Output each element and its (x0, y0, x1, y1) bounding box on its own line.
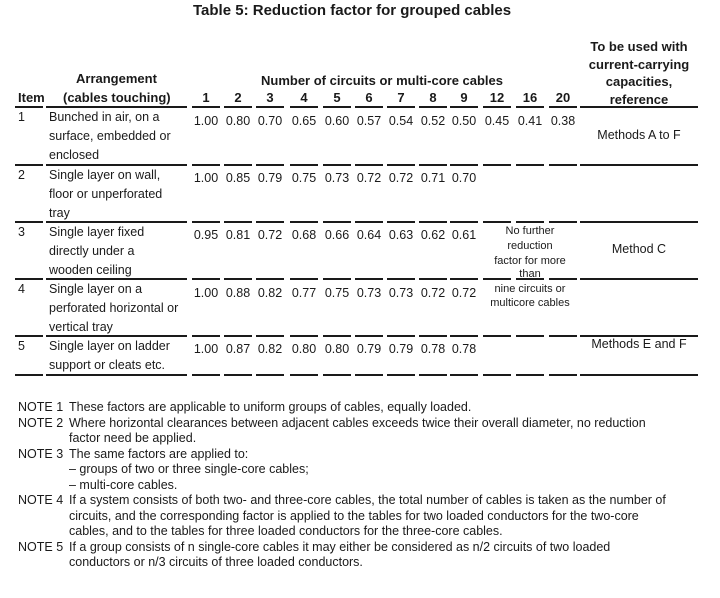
factor-value: 0.79 (257, 171, 283, 185)
note-text: circuits, and the corresponding factor is applied to the tables for two loaded conductors for the two-core (69, 508, 639, 523)
factor-value: 0.45 (484, 114, 510, 128)
arrangement-text: floor or unperforated (49, 187, 163, 201)
factor-value: 0.70 (257, 114, 283, 128)
row-divider-value (387, 335, 415, 337)
row-divider-value (419, 106, 447, 108)
factor-value: 0.70 (451, 171, 477, 185)
row-divider-arrangement (46, 106, 187, 108)
factor-value: 0.78 (451, 342, 477, 356)
arrangement-text: vertical tray (49, 320, 113, 334)
row-divider-value (549, 164, 577, 166)
column-header-5: 5 (333, 90, 341, 105)
no-further-line: nine circuits or (494, 283, 566, 295)
row-divider-arrangement (46, 374, 187, 376)
factor-value: 1.00 (193, 171, 219, 185)
note-text: Where horizontal clearances between adjacent cables exceeds twice their overall diameter, no reduction (69, 415, 646, 430)
row-divider-value (387, 374, 415, 376)
reference-method-c: Method C (611, 242, 667, 256)
row-divider-value (483, 164, 511, 166)
note-label: NOTE 4 (18, 493, 64, 507)
factor-value: 0.38 (550, 114, 576, 128)
factor-value: 0.75 (291, 171, 317, 185)
row-divider-value (387, 221, 415, 223)
row-divider-arrangement (46, 164, 187, 166)
row-divider-value (192, 106, 220, 108)
column-header-6: 6 (365, 90, 373, 105)
arrangement-text: directly under a (49, 244, 135, 258)
row-divider-value (387, 164, 415, 166)
item-number: 2 (18, 168, 25, 182)
factor-value: 1.00 (193, 286, 219, 300)
note-text: factor need be applied. (69, 431, 197, 445)
factor-value: 0.60 (324, 114, 350, 128)
row-divider-value (549, 106, 577, 108)
row-divider-value (419, 278, 447, 280)
factor-value: 1.00 (193, 342, 219, 356)
row-divider-value (450, 335, 478, 337)
row-divider-value (483, 221, 511, 223)
row-divider-value (323, 278, 351, 280)
column-header-4: 4 (300, 90, 308, 105)
factor-value: 0.66 (324, 228, 350, 242)
factor-value: 0.72 (257, 228, 283, 242)
factor-value: 0.57 (356, 114, 382, 128)
row-divider-value (256, 221, 284, 223)
row-divider-value (450, 374, 478, 376)
row-divider-value (290, 278, 318, 280)
row-divider-reference (580, 164, 698, 166)
no-further-line: factor for more (494, 255, 566, 267)
row-divider-value (224, 164, 252, 166)
reference-header-line: To be used with (590, 39, 688, 54)
row-divider-value (516, 335, 544, 337)
arrangement-text: Single layer fixed (49, 225, 145, 239)
column-header-2: 2 (234, 90, 242, 105)
arrangement-subheader: (cables touching) (63, 90, 171, 105)
row-divider-value (355, 335, 383, 337)
no-further-line: than (519, 268, 541, 280)
row-divider-value (483, 335, 511, 337)
factor-value: 0.80 (291, 342, 317, 356)
note-text: The same factors are applied to: (69, 446, 249, 461)
row-divider-item (15, 106, 43, 108)
factor-value: 0.78 (420, 342, 446, 356)
row-divider-value (549, 374, 577, 376)
note-text: conductors or n/3 circuits of three loaded conductors. (69, 555, 363, 569)
row-divider-arrangement (46, 278, 187, 280)
row-divider-value (224, 106, 252, 108)
reference-header-line: current-carrying (588, 56, 690, 72)
factor-value: 0.64 (356, 228, 382, 242)
row-divider-item (15, 164, 43, 166)
row-divider-value (290, 221, 318, 223)
reference-header-line: reference (609, 91, 669, 107)
column-header-12: 12 (489, 90, 505, 105)
row-divider-value (419, 335, 447, 337)
factor-value: 0.68 (291, 228, 317, 242)
row-divider-arrangement (46, 335, 187, 337)
arrangement-text: Single layer on wall, (49, 168, 161, 182)
row-divider-arrangement (46, 221, 187, 223)
row-divider-item (15, 374, 43, 376)
factor-value: 0.73 (388, 286, 414, 300)
note-label: NOTE 1 (18, 400, 64, 414)
item-header: Item (18, 90, 45, 105)
row-divider-value (323, 164, 351, 166)
row-divider-value (355, 221, 383, 223)
no-further-line: No further (505, 225, 555, 237)
factor-value: 0.79 (388, 342, 414, 356)
row-divider-value (192, 278, 220, 280)
note-label: NOTE 3 (18, 446, 64, 461)
item-number: 3 (18, 225, 25, 239)
row-divider-value (483, 374, 511, 376)
factor-value: 0.95 (193, 228, 219, 242)
factor-value: 0.80 (324, 342, 350, 356)
row-divider-value (516, 374, 544, 376)
row-divider-item (15, 335, 43, 337)
factor-value: 0.71 (420, 171, 446, 185)
row-divider-value (323, 335, 351, 337)
row-divider-reference (580, 106, 698, 108)
factor-value: 0.75 (324, 286, 350, 300)
factor-value: 0.81 (225, 228, 251, 242)
factor-value: 0.41 (517, 114, 543, 128)
row-divider-value (450, 278, 478, 280)
row-divider-value (355, 278, 383, 280)
row-divider-value (355, 106, 383, 108)
item-number: 1 (18, 110, 25, 124)
factor-value: 0.61 (451, 228, 477, 242)
row-divider-value (419, 374, 447, 376)
arrangement-text: Bunched in air, on a (49, 110, 160, 124)
row-divider-value (355, 374, 383, 376)
row-divider-value (256, 335, 284, 337)
factor-value: 0.82 (257, 342, 283, 356)
factor-value: 0.87 (225, 342, 251, 356)
row-divider-value (450, 164, 478, 166)
column-header-1: 1 (202, 90, 210, 105)
row-divider-value (516, 164, 544, 166)
factor-value: 0.77 (291, 286, 317, 300)
note-label: NOTE 2 (18, 415, 64, 430)
row-divider-value (450, 106, 478, 108)
arrangement-text: tray (49, 206, 70, 220)
row-divider-value (419, 221, 447, 223)
arrangement-text: wooden ceiling (49, 263, 132, 277)
factor-value: 0.73 (324, 171, 350, 185)
row-divider-value (450, 221, 478, 223)
row-divider-value (224, 335, 252, 337)
reference-methods-e-f: Methods E and F (591, 337, 687, 351)
no-further-line: reduction (507, 240, 553, 252)
factor-value: 0.65 (291, 114, 317, 128)
note-text: – groups of two or three single-core cables; (69, 462, 309, 476)
column-header-8: 8 (429, 90, 437, 105)
factor-value: 0.72 (420, 286, 446, 300)
row-divider-value (323, 374, 351, 376)
factor-value: 0.54 (388, 114, 414, 128)
column-header-9: 9 (460, 90, 468, 105)
factor-value: 0.50 (451, 114, 477, 128)
row-divider-value (290, 164, 318, 166)
factor-value: 0.88 (225, 286, 251, 300)
row-divider-value (387, 278, 415, 280)
row-divider-value (419, 164, 447, 166)
note-text: If a system consists of both two- and three-core cables, the total number of cables is taken as the number of (69, 493, 666, 507)
factor-value: 1.00 (193, 114, 219, 128)
row-divider-value (192, 164, 220, 166)
note-text: If a group consists of n single-core cables it may either be considered as n/2 circuits of two loaded (69, 539, 611, 554)
column-header-20: 20 (555, 90, 571, 105)
row-divider-value (256, 374, 284, 376)
arrangement-header: Arrangement (76, 71, 157, 86)
factor-value: 0.85 (225, 171, 251, 185)
column-header-16: 16 (522, 90, 538, 105)
note-label: NOTE 5 (18, 539, 64, 554)
table-title: Table 5: Reduction factor for grouped cables (193, 2, 512, 19)
column-header-7: 7 (397, 90, 405, 105)
arrangement-text: surface, embedded or (49, 129, 171, 143)
row-divider-value (483, 106, 511, 108)
row-divider-value (516, 221, 544, 223)
row-divider-value (516, 106, 544, 108)
row-divider-value (192, 221, 220, 223)
row-divider-value (549, 221, 577, 223)
row-divider-value (290, 106, 318, 108)
factor-value: 0.52 (420, 114, 446, 128)
row-divider-value (224, 278, 252, 280)
arrangement-text: Single layer on ladder (49, 339, 170, 353)
item-number: 4 (18, 282, 25, 296)
row-divider-value (192, 335, 220, 337)
row-divider-reference (580, 374, 698, 376)
factor-value: 0.72 (356, 171, 382, 185)
row-divider-value (355, 164, 383, 166)
reference-header-line: capacities, (605, 74, 673, 89)
note-text: These factors are applicable to uniform groups of cables, equally loaded. (69, 400, 472, 414)
row-divider-item (15, 221, 43, 223)
row-divider-value (387, 106, 415, 108)
row-divider-value (323, 106, 351, 108)
factor-value: 0.63 (388, 228, 414, 242)
factor-value: 0.80 (225, 114, 251, 128)
circuits-header: Number of circuits or multi-core cables (261, 73, 504, 88)
factor-value: 0.79 (356, 342, 382, 356)
row-divider-value (224, 374, 252, 376)
row-divider-item (15, 278, 43, 280)
arrangement-text: enclosed (49, 148, 100, 162)
row-divider-value (323, 221, 351, 223)
arrangement-text: perforated horizontal or (49, 301, 179, 315)
row-divider-value (256, 164, 284, 166)
row-divider-value (256, 278, 284, 280)
reference-methods-a-f: Methods A to F (597, 128, 681, 142)
factor-value: 0.82 (257, 286, 283, 300)
row-divider-value (256, 106, 284, 108)
note-text: cables, and to the tables for three loaded conductors for the three-core cables. (69, 524, 503, 538)
item-number: 5 (18, 339, 25, 353)
row-divider-value (224, 221, 252, 223)
row-divider-value (290, 374, 318, 376)
column-header-3: 3 (266, 90, 274, 105)
arrangement-text: support or cleats etc. (49, 358, 166, 372)
no-further-line: multicore cables (490, 297, 570, 309)
factor-value: 0.73 (356, 286, 382, 300)
factor-value: 0.62 (420, 228, 446, 242)
factor-value: 0.72 (388, 171, 414, 185)
row-divider-value (290, 335, 318, 337)
factor-value: 0.72 (451, 286, 477, 300)
note-text: – multi-core cables. (69, 477, 178, 492)
row-divider-value (192, 374, 220, 376)
row-divider-value (549, 335, 577, 337)
row-divider-reference (580, 278, 698, 280)
arrangement-text: Single layer on a (49, 282, 143, 296)
row-divider-reference (580, 221, 698, 223)
